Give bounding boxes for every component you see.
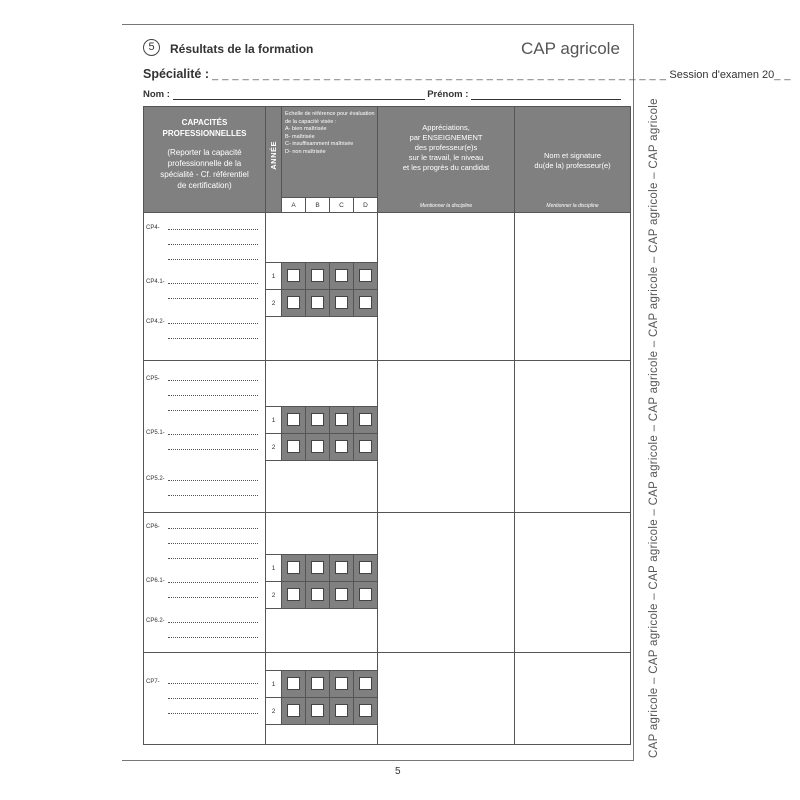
cp4-line-3[interactable] xyxy=(168,258,258,260)
session-label: Session d'examen 20 xyxy=(669,69,775,81)
cp51-line-2[interactable] xyxy=(168,448,258,450)
specialite-field[interactable]: _ _ _ _ _ _ _ _ _ _ _ _ _ _ _ _ _ _ _ _ _ _ _ _ _ _ _ _ _ _ _ _ _ _ _ _ _ _ _ _ _ _ _ _ _ xyxy=(212,69,667,81)
cp6-y1-a-checkbox[interactable] xyxy=(282,555,306,582)
appr-line-3: des professeur(e)s xyxy=(414,143,478,152)
brand-title: CAP agricole xyxy=(521,39,620,58)
capacites-title: CAPACITÉS PROFESSIONNELLES xyxy=(162,118,247,138)
frame-right-rule xyxy=(633,24,634,760)
cp7-spacer-top xyxy=(266,653,378,671)
results-table xyxy=(143,106,631,745)
cp5-y1-b-checkbox[interactable] xyxy=(306,407,330,434)
cp5-spacer-bottom xyxy=(266,461,378,513)
cp7-line-1[interactable] xyxy=(168,682,258,684)
header-scale xyxy=(282,107,378,198)
frame-top-rule xyxy=(122,24,633,25)
cp7-label: CP7- xyxy=(146,679,160,685)
prenom-field[interactable] xyxy=(471,98,621,100)
header-signature xyxy=(515,107,631,213)
cp5-y2-d-checkbox[interactable] xyxy=(354,434,378,461)
cp5-year-1: 1 xyxy=(266,407,282,434)
cp41-label: CP4.1- xyxy=(146,279,165,285)
scale-b: B- maîtrisée xyxy=(285,133,315,140)
cp4-year-2: 2 xyxy=(266,290,282,317)
capacity-cell-cp7 xyxy=(144,653,266,745)
cp61-line-2[interactable] xyxy=(168,596,258,598)
cp7-y1-d-checkbox[interactable] xyxy=(354,671,378,698)
nom-prenom-line xyxy=(143,89,621,100)
cp4-spacer-bottom xyxy=(266,317,378,361)
side-banner xyxy=(646,24,664,760)
scale-c: C- insuffisamment maîtrisée xyxy=(285,141,354,147)
cp7-y2-a-checkbox[interactable] xyxy=(282,698,306,725)
section-title: Résultats de la formation xyxy=(170,42,314,56)
cp4-spacer-top xyxy=(266,213,378,263)
cp6-appreciation-cell[interactable] xyxy=(378,513,515,653)
cp7-y1-a-checkbox[interactable] xyxy=(282,671,306,698)
cp4-y2-a-checkbox[interactable] xyxy=(282,290,306,317)
cp4-y1-b-checkbox[interactable] xyxy=(306,263,330,290)
col-c-header: C xyxy=(330,198,354,213)
capacites-note: (Reporter la capacité professionnelle de la spécialité - Cf. référentiel de certification) xyxy=(160,148,249,190)
cp4-year-1: 1 xyxy=(266,263,282,290)
cp52-line-1[interactable] xyxy=(168,479,258,481)
capacity-cell-cp4 xyxy=(144,213,266,361)
cp4-y2-d-checkbox[interactable] xyxy=(354,290,378,317)
cp4-y2-b-checkbox[interactable] xyxy=(306,290,330,317)
cp7-year-1: 1 xyxy=(266,671,282,698)
cp42-line-1[interactable] xyxy=(168,322,258,324)
appr-line-2: par ENSEIGNEMENT xyxy=(409,133,483,142)
cp6-y1-b-checkbox[interactable] xyxy=(306,555,330,582)
appr-line-4: sur le travail, le niveau xyxy=(408,153,484,162)
cp5-y2-b-checkbox[interactable] xyxy=(306,434,330,461)
cp6-year-2: 2 xyxy=(266,582,282,609)
cp7-y2-d-checkbox[interactable] xyxy=(354,698,378,725)
cp6-spacer-top xyxy=(266,513,378,555)
cp6-line-2[interactable] xyxy=(168,542,258,544)
cp41-line-2[interactable] xyxy=(168,297,258,299)
cp61-line-1[interactable] xyxy=(168,581,258,583)
cp5-appreciation-cell[interactable] xyxy=(378,361,515,513)
session-field[interactable]: _ _ xyxy=(774,69,792,81)
cp6-signature-cell[interactable] xyxy=(515,513,631,653)
header-capacites xyxy=(144,107,266,213)
cp7-y2-c-checkbox[interactable] xyxy=(330,698,354,725)
cp5-y1-d-checkbox[interactable] xyxy=(354,407,378,434)
cp6-line-3[interactable] xyxy=(168,557,258,559)
specialite-line xyxy=(143,67,792,81)
cp7-signature-cell[interactable] xyxy=(515,653,631,745)
nom-field[interactable] xyxy=(173,98,425,100)
cp7-spacer-bottom xyxy=(266,725,378,745)
capacity-cell-cp5 xyxy=(144,361,266,513)
cp6-line-1[interactable] xyxy=(168,527,258,529)
appr-mention: Mentionner la discipline xyxy=(419,203,473,209)
col-b-header: B xyxy=(306,198,330,213)
cp4-line-2[interactable] xyxy=(168,243,258,245)
cp52-label: CP5.2- xyxy=(146,476,165,482)
cp41-line-1[interactable] xyxy=(168,282,258,284)
cp51-label: CP5.1- xyxy=(146,430,165,436)
cp42-label: CP4.2- xyxy=(146,319,165,325)
cp4-y1-d-checkbox[interactable] xyxy=(354,263,378,290)
scale-d: D- non maîtrisée xyxy=(285,148,326,155)
scale-a: A- bien maîtrisée xyxy=(285,126,327,132)
nom-label: Nom : xyxy=(143,89,170,100)
cp62-line-1[interactable] xyxy=(168,621,258,623)
cp4-y1-c-checkbox[interactable] xyxy=(330,263,354,290)
cp6-y2-d-checkbox[interactable] xyxy=(354,582,378,609)
cp7-y1-b-checkbox[interactable] xyxy=(306,671,330,698)
cp4-y2-c-checkbox[interactable] xyxy=(330,290,354,317)
cp7-line-3[interactable] xyxy=(168,712,258,714)
header-appreciations xyxy=(378,107,515,213)
prenom-label: Prénom : xyxy=(427,89,469,100)
cp4-appreciation-cell[interactable] xyxy=(378,213,515,361)
cp62-label: CP6.2- xyxy=(146,618,165,624)
cp6-year-1: 1 xyxy=(266,555,282,582)
side-banner-text: CAP agricole – CAP agricole – CAP agricole – CAP agricole – CAP agricole – CAP agricole – CAP agricole – CAP agricole xyxy=(648,98,660,758)
cp7-year-2: 2 xyxy=(266,698,282,725)
annee-label: ANNÉE xyxy=(269,141,278,170)
cp4-y1-a-checkbox[interactable] xyxy=(282,263,306,290)
cp5-y2-c-checkbox[interactable] xyxy=(330,434,354,461)
cp6-spacer-bottom xyxy=(266,609,378,653)
scale-title: Echelle de référence pour évaluation de la capacité visée : xyxy=(285,111,375,125)
sig-line-1: Nom et signature xyxy=(543,151,602,160)
cp6-y2-c-checkbox[interactable] xyxy=(330,582,354,609)
cp5-line-2[interactable] xyxy=(168,394,258,396)
cp6-label: CP6- xyxy=(146,524,160,530)
cp52-line-2[interactable] xyxy=(168,494,258,496)
cp4-signature-cell[interactable] xyxy=(515,213,631,361)
cp5-y1-c-checkbox[interactable] xyxy=(330,407,354,434)
cp5-label: CP5- xyxy=(146,376,160,382)
cp5-line-1[interactable] xyxy=(168,379,258,381)
cp6-y2-b-checkbox[interactable] xyxy=(306,582,330,609)
cp7-line-2[interactable] xyxy=(168,697,258,699)
page-number: 5 xyxy=(395,766,401,777)
cp7-appreciation-cell[interactable] xyxy=(378,653,515,745)
cp4-line-1[interactable] xyxy=(168,228,258,230)
header-annee xyxy=(266,107,282,213)
col-d-header: D xyxy=(354,198,378,213)
sig-line-2: du(de la) professeur(e) xyxy=(534,161,611,170)
cp5-y2-a-checkbox[interactable] xyxy=(282,434,306,461)
cp61-label: CP6.1- xyxy=(146,578,165,584)
cp6-y1-c-checkbox[interactable] xyxy=(330,555,354,582)
cp5-line-3[interactable] xyxy=(168,409,258,411)
capacity-cell-cp6 xyxy=(144,513,266,653)
cp5-year-2: 2 xyxy=(266,434,282,461)
appr-line-1: Appréciations, xyxy=(422,123,470,132)
cp6-y1-d-checkbox[interactable] xyxy=(354,555,378,582)
cp51-line-1[interactable] xyxy=(168,433,258,435)
cp7-y2-b-checkbox[interactable] xyxy=(306,698,330,725)
cp6-y2-a-checkbox[interactable] xyxy=(282,582,306,609)
cp62-line-2[interactable] xyxy=(168,636,258,638)
cp7-y1-c-checkbox[interactable] xyxy=(330,671,354,698)
specialite-label: Spécialité : xyxy=(143,67,209,81)
cp5-signature-cell[interactable] xyxy=(515,361,631,513)
cp4-label: CP4- xyxy=(146,225,160,231)
cp5-spacer-top xyxy=(266,361,378,407)
sig-mention: Mentionner la discipline xyxy=(546,203,599,209)
frame-bottom-rule xyxy=(122,760,634,761)
col-a-header: A xyxy=(282,198,306,213)
section-number-badge: 5 xyxy=(143,39,160,56)
cp42-line-2[interactable] xyxy=(168,337,258,339)
appr-line-5: et les progrès du candidat xyxy=(402,163,490,172)
cp5-y1-a-checkbox[interactable] xyxy=(282,407,306,434)
